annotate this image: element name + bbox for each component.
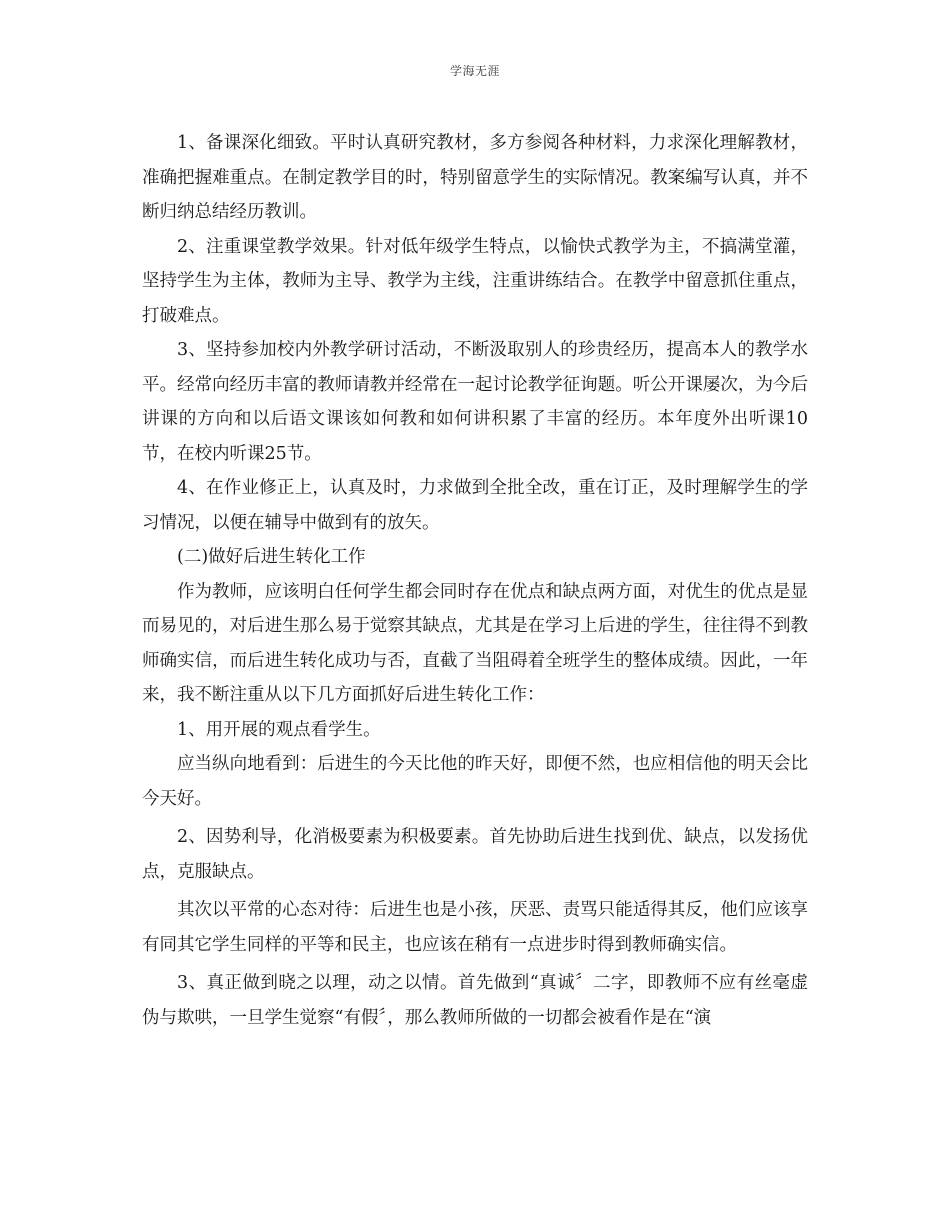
paragraph-point-1-detail: 应当纵向地看到：后进生的今天比他的昨天好，即便不然，也应相信他的明天会比今天好。 [142,754,808,809]
paragraph-point-2-detail: 其次以平常的心态对待：后进生也是小孩，厌恶、责骂只能适得其反，他们应该享有同其它学生同样的平等和民主，也应该在稍有一点进步时得到教师确实信。 [142,900,808,955]
paragraph-lesson-prep: 1、备课深化细致。平时认真研究教材，多方参阅各种材料，力求深化理解教材，准确把握难重点。在制定教学目的时，特别留意学生的实际情况。教案编写认真，并不断归纳总结经历教训。 [142,133,808,222]
paragraph-underachievers-intro: 作为教师，应该明白任何学生都会同时存在优点和缺点两方面，对优生的优点是显而易见的，对后进生那么易于觉察其缺点，尤其是在学习上后进的学生，往往得不到教师确实信，而后进生转化成功与否，直截了当阻碍着全班学生的整体成绩。因此，一年来，我不断注重从以下几方面抓好后进生转化工作： [142,581,808,705]
paragraph-point-2: 2、因势利导，化消极要素为积极要素。首先协助后进生找到优、缺点，以发扬优点，克服缺点。 [142,827,808,882]
paragraph-homework-correction: 4、在作业修正上，认真及时，力求做到全批全改，重在订正，及时理解学生的学习情况，以便在辅导中做到有的放矢。 [142,478,808,533]
section-heading-underachievers: (二)做好后进生转化工作 [177,547,366,567]
page-header: 学海无涯 [449,64,500,78]
document-body [142,126,808,1035]
paragraph-point-1: 1、用开展的观点看学生。 [177,719,381,740]
paragraph-research-activities: 3、坚持参加校内外教学研讨活动，不断汲取别人的珍贵经历，提高本人的教学水平。经常向经历丰富的教师请教并经常在一起讨论教学征询题。听公开课屡次，为今后讲课的方向和以后语文课该如何教和如何讲积累了丰富的经历。本年度外出听课10节，在校内听课25节。 [142,340,808,464]
paragraph-classroom-effect: 2、注重课堂教学效果。针对低年级学生特点，以愉快式教学为主，不搞满堂灌，坚持学生为主体，教师为主导、教学为主线，注重讲练结合。在教学中留意抓住重点，打破难点。 [142,236,808,326]
paragraph-point-3: 3、真正做到晓之以理，动之以情。首先做到“真诚〞二字，即教师不应有丝毫虚伪与欺哄，一旦学生觉察“有假〞，那么教师所做的一切都会被看作是在“演 [142,973,808,1028]
